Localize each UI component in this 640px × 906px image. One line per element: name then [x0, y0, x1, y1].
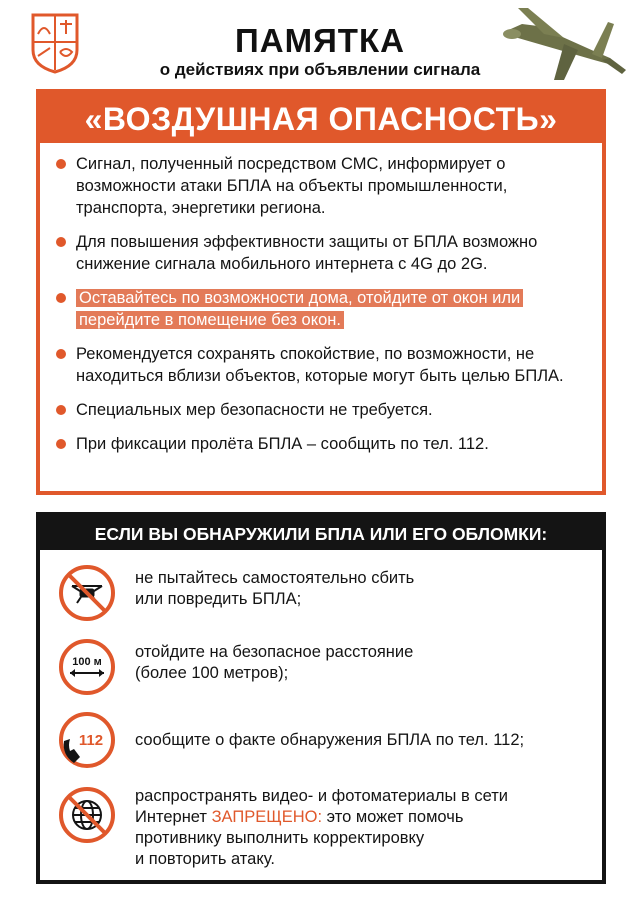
item-text-line: или повредить БПЛА; — [135, 590, 302, 608]
forbidden-label: ЗАПРЕЩЕНО: — [211, 808, 323, 826]
phone-112-icon — [58, 711, 116, 769]
distance-100m-icon — [58, 638, 116, 696]
bullet-dot-icon — [56, 159, 66, 169]
bullet-dot-icon — [56, 293, 66, 303]
bullet-text: Для повышения эффективности защиты от БПЛА возможно снижение сигнала мобильного интернета с 4G до 2G. — [76, 233, 538, 273]
item-text-line: и повторить атаку. — [135, 850, 275, 868]
list-item — [52, 231, 592, 275]
bullet-dot-icon — [56, 405, 66, 415]
item-text-fragment: это может помочь — [322, 808, 464, 826]
bullet-text: Рекомендуется сохранять спокойствие, по возможности, не находиться вблизи объектов, которые могут быть целью БПЛА. — [76, 345, 564, 385]
no-shooting-drone-icon — [58, 564, 116, 622]
item-text-line: противнику выполнить корректировку — [135, 829, 425, 847]
found-heading: ЕСЛИ ВЫ ОБНАРУЖИЛИ БПЛА ИЛИ ЕГО ОБЛОМКИ: — [40, 516, 602, 550]
found-section — [36, 512, 606, 884]
alert-section — [36, 89, 606, 495]
bullet-text: Оставайтесь по возможности дома, отойдите от окон или перейдите в помещение без окон. — [76, 289, 523, 329]
list-item — [52, 343, 592, 387]
item-text-line: не пытайтесь самостоятельно сбить — [135, 569, 415, 587]
item-text-fragment: Интернет — [135, 808, 212, 826]
item-text-line: (более 100 метров); — [135, 664, 289, 682]
list-item — [52, 399, 592, 421]
page-subtitle: о действиях при объявлении сигнала — [159, 60, 481, 79]
item-text-line: сообщите о факте обнаружения БПЛА по тел. 112; — [135, 731, 525, 749]
bullet-dot-icon — [56, 349, 66, 359]
page-title: ПАМЯТКА — [235, 22, 405, 59]
bullet-text: При фиксации пролёта БПЛА – сообщить по тел. 112. — [76, 435, 489, 453]
phone-number-label: 112 — [78, 732, 104, 749]
item-text-line: отойдите на безопасное расстояние — [135, 643, 414, 661]
list-item — [52, 433, 592, 455]
item-text-line: распространять видео- и фотоматериалы в сети — [135, 787, 508, 805]
bullet-dot-icon — [56, 237, 66, 247]
bullet-text: Специальных мер безопасности не требуется. — [76, 401, 433, 419]
bullet-text: Сигнал, полученный посредством СМС, информирует о возможности атаки БПЛА на объекты промышленности, транспорта, энергетики региона. — [76, 155, 508, 217]
alert-heading: «ВОЗДУШНАЯ ОПАСНОСТЬ» — [40, 93, 602, 143]
list-item — [52, 153, 592, 219]
list-item-highlighted — [52, 287, 592, 331]
item-text-line — [135, 807, 508, 828]
distance-label: 100 м — [72, 656, 102, 668]
bullet-dot-icon — [56, 439, 66, 449]
alert-bullet-list — [52, 153, 592, 467]
no-internet-icon — [58, 786, 116, 844]
